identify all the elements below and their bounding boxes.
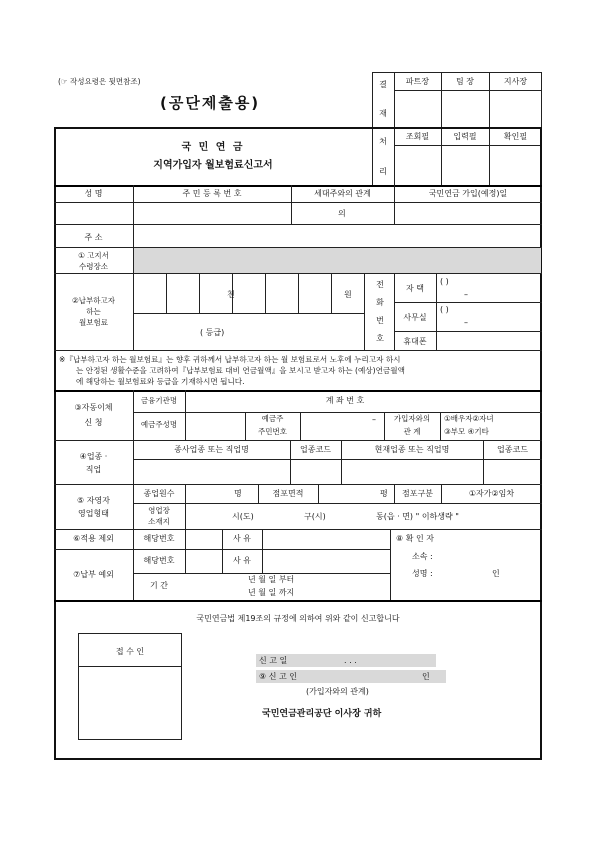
exemption-number-label: 해당번호 [143, 556, 175, 565]
employees-unit: 명 [234, 489, 242, 498]
account-field[interactable] [390, 391, 541, 412]
autopay-label-1: ③자동이체 [74, 403, 113, 412]
area-unit: 평 [380, 489, 388, 498]
exclusion-reason-label: 사 유 [233, 534, 251, 543]
approval-char-4: 리 [379, 167, 387, 176]
report-date-label: 신 고 일 [259, 656, 288, 665]
depositor-rrn-label-2: 주민번호 [258, 427, 287, 436]
approval-lookup: 조회필 [405, 132, 430, 141]
approval-input: 입력필 [453, 132, 477, 141]
notice-line-1: ※『납부하고자 하는 월보험료』는 향후 귀하께서 납부하고자 하는 월 보험료로서 노후에 누리고자 하시 [59, 355, 401, 364]
location-dong: 동(읍 · 면) " 이하생략 " [376, 512, 459, 521]
reporter-relation: (가입자와의 관계) [306, 687, 369, 696]
rrn-field[interactable] [134, 203, 291, 224]
relation-suffix: 의 [338, 209, 346, 218]
bank-label: 금융기관명 [140, 396, 178, 405]
form-title-1: 국 민 연 금 [181, 142, 245, 153]
approval-char-3: 처 [379, 137, 387, 146]
notice-place-field[interactable] [134, 248, 541, 273]
premium-label-1: ②납부하고자 [72, 296, 115, 305]
home-paren[interactable]: ( ) [440, 277, 449, 286]
depositor-rrn-dash: – [372, 415, 376, 424]
current-job-label: 현재업종 또는 직업명 [374, 445, 450, 454]
job-label-2: 직업 [85, 465, 102, 474]
phone-v-2: 화 [376, 298, 384, 307]
location-label-1: 영업장 [148, 506, 170, 515]
store-type-options[interactable]: ①자가②임차 [468, 489, 515, 498]
office-paren[interactable]: ( ) [440, 305, 449, 314]
address-label: 주 소 [84, 233, 103, 242]
col-rrn: 주 민 등 록 번 호 [182, 189, 242, 198]
exclusion-label: ⑥적용 제외 [73, 534, 114, 543]
notice-place-label-2: 수령장소 [79, 262, 108, 271]
location-gu: 구(시) [304, 512, 326, 521]
exemption-from[interactable]: 년 월 일 부터 [248, 575, 295, 584]
name-field[interactable] [54, 203, 133, 224]
exemption-reason-label: 사 유 [233, 556, 251, 565]
depositor-label: 예금주성명 [140, 420, 178, 429]
reporter-seal: 인 [422, 672, 430, 681]
floor-area-label: 점포면적 [272, 489, 304, 498]
store-type-label: 점포구분 [402, 489, 433, 498]
notice-line-2: 는 안정된 생활수준을 고려하여『납부보험료 대비 연금월액』을 보시고 받고자 하는 (예상)연금월액 [76, 366, 405, 375]
current-job-field[interactable] [342, 460, 483, 484]
employees-label: 종업원수 [143, 489, 175, 498]
reporter-label: ⑨ 신 고 인 [259, 672, 297, 681]
phone-v-4: 호 [376, 334, 384, 343]
col-name: 성 명 [84, 189, 103, 198]
premium-label-3: 월보험료 [79, 318, 108, 327]
thousand-unit: 천 [227, 290, 235, 299]
confirmer-title: ⑧ 확 인 자 [396, 534, 434, 543]
report-date-dots: . . . [344, 656, 357, 665]
approval-branch-head: 지사장 [503, 77, 528, 86]
depositor-relation-label-1: 가입자와의 [393, 414, 431, 423]
prev-code-label: 업종코드 [300, 445, 331, 454]
confirmer-seal: 인 [492, 569, 500, 578]
premium-grade[interactable]: ( 등급) [200, 328, 225, 337]
confirmer-name[interactable]: 성명 : [412, 569, 433, 578]
col-join-date: 국민연금 가입(예정)일 [428, 189, 508, 198]
col-relation: 세대주와의 관계 [314, 189, 371, 198]
home-dash: – [464, 290, 468, 299]
copy-type-title: (공단제출용) [160, 94, 261, 112]
premium-amount-field[interactable] [134, 274, 364, 313]
phone-v-3: 번 [376, 316, 384, 325]
exemption-to[interactable]: 년 월 일 까지 [248, 588, 295, 597]
business-label-2: 영업형태 [78, 509, 109, 518]
location-si: 시(도) [232, 512, 254, 521]
declaration-statement: 국민연금법 제19조의 규정에 의하여 위와 같이 신고합니다 [196, 614, 400, 623]
depositor-relation-label-2: 관 계 [403, 427, 421, 436]
approval-team-leader: 팀 장 [456, 77, 474, 86]
bank-field[interactable] [186, 391, 306, 412]
mobile-field[interactable] [437, 332, 541, 350]
prev-job-field[interactable] [134, 460, 290, 484]
exemption-label: ⑦납부 예외 [73, 570, 114, 579]
phone-mobile-label: 휴대폰 [403, 337, 427, 346]
depositor-rrn-label-1: 예금주 [261, 414, 284, 423]
location-label-2: 소재지 [148, 517, 170, 526]
address-field[interactable] [134, 225, 542, 247]
approval-char-2: 재 [379, 109, 387, 118]
relation-options-2[interactable]: ③부모 ④기타 [444, 427, 489, 436]
addressee: 국민연금관리공단 이사장 귀하 [262, 709, 382, 719]
business-label-1: ⑤ 자영자 [77, 496, 110, 505]
account-label: 계 좌 번 호 [325, 396, 365, 405]
premium-label-2: 하는 [86, 307, 101, 316]
prev-job-label: 종사업종 또는 직업명 [174, 445, 249, 454]
form-title-2: 지역가입자 월보험료신고서 [153, 160, 273, 171]
approval-part-leader: 파트장 [405, 77, 430, 86]
approval-char-1: 결 [379, 80, 387, 89]
office-dash: – [464, 318, 468, 327]
notice-place-label-1: ① 고지서 [78, 251, 109, 260]
exemption-reason-field[interactable] [263, 550, 390, 573]
phone-office-label: 사무실 [403, 313, 427, 322]
confirmer-affiliation[interactable]: 소속 : [412, 552, 433, 561]
exclusion-number-label: 해당번호 [143, 534, 175, 543]
autopay-label-2: 신 청 [84, 418, 103, 427]
won-unit: 원 [344, 290, 352, 299]
phone-home-label: 자 택 [406, 284, 424, 293]
phone-v-1: 전 [376, 280, 384, 289]
instructions-note: (☞ 작성요령은 뒷면참조) [58, 77, 141, 86]
notice-line-3: 에 해당하는 월보험료와 등급을 기재하시면 됩니다. [76, 377, 245, 386]
relation-options-1[interactable]: ①배우자②자녀 [444, 414, 494, 423]
approval-confirm: 확인필 [503, 132, 528, 141]
job-label-1: ④업종 · [79, 452, 108, 461]
exclusion-reason-field[interactable] [263, 530, 390, 549]
exemption-period-label: 기 간 [150, 581, 168, 590]
receipt-label: 접 수 인 [115, 647, 145, 656]
join-date-field[interactable] [395, 203, 542, 224]
current-code-label: 업종코드 [497, 445, 528, 454]
